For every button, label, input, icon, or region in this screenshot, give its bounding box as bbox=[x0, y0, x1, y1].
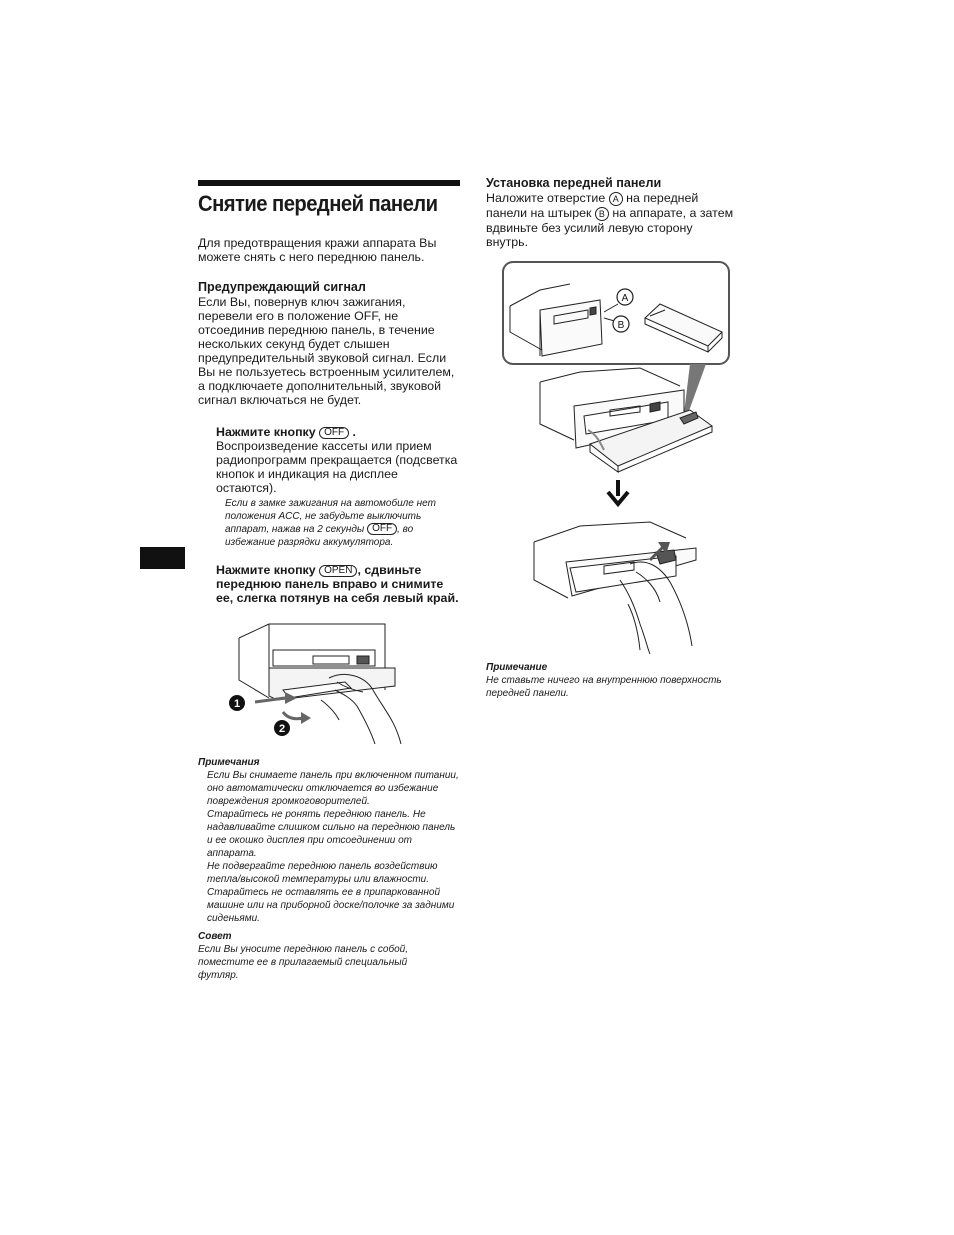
notes-list bbox=[198, 769, 460, 925]
left-notes bbox=[198, 756, 460, 982]
section-tab-marker bbox=[140, 547, 185, 569]
notes-item: Не подвергайте переднюю панель воздействию тепла/высокой температуры или влажности. Старайтесь не оставлять ее в припаркованной машине или на приборной доске/полочке за задними сиденьями. bbox=[207, 861, 455, 924]
off-key-label: OFF bbox=[319, 427, 349, 439]
notes-heading: Примечания bbox=[198, 757, 260, 768]
step-1-note-after: , во избежание разрядки аккумулятора. bbox=[225, 524, 414, 548]
step-1-note-before: Если в замке зажигания на автомобиле нет положения ACC, не забудьте выключить аппарат, нажав на 2 секунды bbox=[225, 498, 436, 535]
notes-item: Если Вы снимаете панель при включенном питании, оно автоматически отключается во избежание повреждения громкоговорителей. bbox=[207, 770, 459, 807]
marker-2: 2 bbox=[278, 723, 286, 735]
notes-item: Старайтесь не ронять переднюю панель. Не надавливайте слишком сильно на переднюю панель и ее окошко дисплея при отсоединении от аппарата. bbox=[207, 809, 456, 859]
step-1 bbox=[198, 425, 460, 549]
install-panel-illustration bbox=[500, 260, 732, 655]
remove-panel-illustration bbox=[225, 620, 405, 750]
install-text-1: Наложите отверстие bbox=[486, 191, 606, 205]
open-key-label: OPEN bbox=[319, 565, 357, 577]
figure-label-b: B bbox=[617, 320, 625, 331]
label-a-symbol: A bbox=[609, 192, 623, 206]
tip-text: Если Вы уносите переднюю панель с собой, поместите ее в прилагаемый специальный футляр. bbox=[198, 944, 409, 981]
page-title: Снятие передней панели bbox=[198, 191, 438, 216]
off-key-label-note: OFF bbox=[367, 523, 397, 535]
tip-heading: Совет bbox=[198, 931, 232, 942]
install-text bbox=[486, 191, 736, 249]
right-column bbox=[486, 176, 736, 249]
left-column bbox=[198, 180, 460, 605]
label-b-symbol: B bbox=[595, 207, 609, 221]
step-1-prefix: Нажмите кнопку bbox=[216, 425, 316, 439]
title-rule bbox=[198, 180, 460, 186]
figure-label-a: A bbox=[621, 293, 629, 304]
install-text-2: на передней панели на штырек bbox=[486, 191, 699, 220]
step-1-suffix: . bbox=[352, 425, 356, 439]
step-1-note bbox=[216, 497, 460, 549]
step-2-prefix: Нажмите кнопку bbox=[216, 563, 316, 577]
intro-text: Для предотвращения кражи аппарата Вы можете снять с него переднюю панель. bbox=[198, 236, 437, 264]
warning-text: Если Вы, повернув ключ зажигания, перевели его в положение OFF, не отсоединив переднюю панель, в течение нескольких секунд будет слышен предупредительный звуковой сигнал. Если Вы не пользуетесь встроенным усилителем, а подключаете дополнительный, звуковой сигнал включаться не будет. bbox=[198, 295, 455, 407]
install-text-3: на аппарате, а затем вдвиньте без усилий левую сторону внутрь. bbox=[486, 206, 734, 249]
step-2 bbox=[198, 563, 460, 605]
install-note bbox=[486, 661, 741, 700]
install-note-text: Не ставьте ничего на внутреннюю поверхность передней панели. bbox=[486, 675, 722, 699]
install-heading: Установка передней панели bbox=[486, 176, 662, 190]
warning-heading: Предупреждающий сигнал bbox=[198, 280, 366, 294]
step-1-text: Воспроизведение кассеты или прием радиопрограмм прекращается (подсветка кнопок и индикация на дисплее остаются). bbox=[216, 439, 458, 495]
install-note-heading: Примечание bbox=[486, 662, 548, 673]
marker-1: 1 bbox=[233, 698, 241, 710]
step-2-suffix: , сдвиньте переднюю панель вправо и снимите ее, слегка потянув на себя левый край. bbox=[216, 563, 459, 605]
